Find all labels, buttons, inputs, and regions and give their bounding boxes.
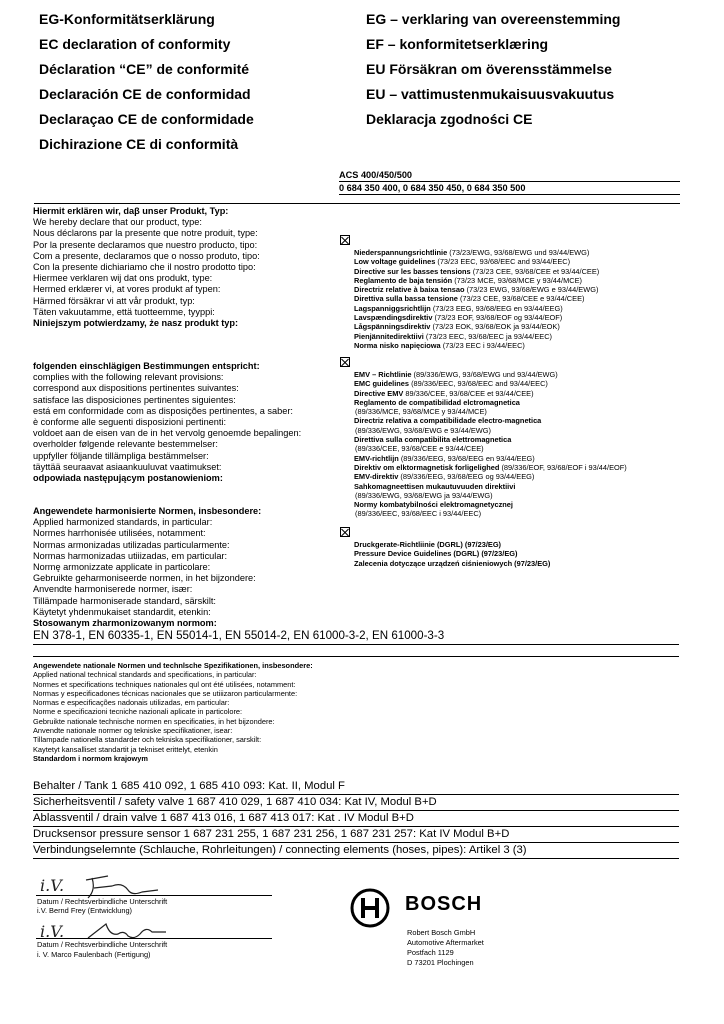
national-line: Normas y especificadones técnicas nacionales que se utiiizaron particularmente: <box>33 688 298 698</box>
emv-line <box>354 398 627 407</box>
lvd-line-title: Directriz relative à baixa tensao <box>354 285 465 295</box>
provision-line: è conforme alle seguenti disposizioni pertinenti: <box>33 417 227 428</box>
company-name: Robert Bosch GmbH <box>407 928 476 937</box>
signature-name: i. V. Marco Faulenbach (Fertigung) <box>37 950 151 959</box>
declaration-line: Hermed erklærer vi, at vores produkt af typen: <box>33 284 221 295</box>
title-sv: EU Försäkran om överensstämmelse <box>366 61 612 77</box>
lvd-line <box>354 322 599 331</box>
harmonized-line: Normas armonizadas utilizadas particularmente: <box>33 539 230 550</box>
emv-block <box>340 352 627 519</box>
emv-line <box>354 416 627 425</box>
national-item: Sicherheitsventil / safety valve 1 687 410 029, 1 687 410 034: Kat IV, Modul B+D <box>33 795 679 811</box>
lvd-line-refs: (73/23 CEE, 93/68/CEE et 93/44/CEE) <box>470 266 600 276</box>
emv-line-refs: (89/336/EEG, 93/68/EEG en 93/44/EEG) <box>398 453 535 463</box>
emv-line-refs: (89/336/EEC, 93/68/EEC and 93/44/EEC) <box>409 379 548 389</box>
lvd-line-title: Reglamento de baja tensión <box>354 275 453 285</box>
provision-line: satisface las disposiciones pertinentes siguientes: <box>33 394 236 405</box>
harmonized-text <box>33 506 261 629</box>
national-item: Ablassventil / drain valve 1 687 413 016, 1 687 413 017: Kat . IV Modul B+D <box>33 811 679 827</box>
national-line: Gebruikte nationale technische normen en specificaties, in het bijzondere: <box>33 716 275 726</box>
national-line: Normas e especificações nadonais utilizadas, em particular: <box>33 698 230 708</box>
lvd-line-refs: (73/23 EWG, 93/68/EWG e 93/44/EWG) <box>464 285 599 295</box>
lvd-line-title: Lagspanniggsrichtlijn <box>354 303 431 313</box>
declaration-line: We hereby declare that our product, type: <box>33 217 202 228</box>
title-fr: Déclaration “CE” de conformité <box>39 61 250 77</box>
emv-line <box>354 509 627 518</box>
lvd-line <box>354 257 599 266</box>
pressure-directive-line: Pressure Device Guidelines (DGRL) (97/23/EG) <box>354 549 518 559</box>
emv-line <box>354 454 627 463</box>
emv-line-refs: (89/336/EWG, 93/68/EWG und 93/44/EWG) <box>411 370 558 379</box>
harmonized-line: Stosowanym zharmonizowanym normom: <box>33 618 217 629</box>
pressure-directive-line: Zalecenia dotyczące urządzeń ciśnieniowych (97/23/EG) <box>354 558 551 568</box>
lvd-line-refs: (73/23 MCE, 93/68/MCE y 93/44/MCE) <box>452 275 582 285</box>
titles-right <box>366 7 620 132</box>
lvd-line-title: Lavspændingsdirektiv <box>354 313 433 323</box>
national-line: Tillampade nationella standarder och tekniska specifikationer, sarskilt: <box>33 735 262 745</box>
national-line: Anvendte nationale normer og tekniske specifikationer, isear: <box>33 726 233 736</box>
lvd-line-refs: (73/23 EEC, 93/68/EEC and 93/44/EEC) <box>435 257 571 267</box>
signature-initials: i.V. <box>40 876 65 895</box>
declaration-line: Hiermit erklären wir, daβ unser Produkt, Typ: <box>33 206 229 216</box>
provision-line: está em conformidade com as disposições pertinentes, a saber: <box>33 405 293 416</box>
declaration-line: Nous déclarons par la presente que notre produit, type: <box>33 228 258 239</box>
declaration-line: Com a presente, declaramos que o nosso produto, tipo: <box>33 250 260 261</box>
divider <box>34 203 680 204</box>
lvd-line <box>354 313 599 322</box>
divider <box>339 194 680 195</box>
checkbox-checked-icon <box>340 527 350 537</box>
harmonized-line: Käytetyt yhdenmukaiset standardit, etenkin: <box>33 606 211 617</box>
emv-line <box>354 482 627 491</box>
emv-line-title: Direktiv om elktormagnetisk forligelighed <box>354 462 500 472</box>
emv-line <box>354 491 627 500</box>
harmonized-line: Gebruikte geharmoniseerde normen, in het bijzondere: <box>33 573 256 584</box>
provision-line: complies with the following relevant provisions: <box>33 372 224 383</box>
title-es: Declaración CE de conformidad <box>39 86 251 102</box>
company-division: Automotive Aftermarket <box>407 938 484 947</box>
national-text <box>33 661 313 763</box>
emv-line-title: EMC guidelines <box>354 379 410 389</box>
lvd-line <box>354 341 599 350</box>
lvd-line-title: Pienjännitedirektiivi <box>354 331 424 341</box>
company-city: D 73201 Plochingen <box>407 958 474 967</box>
emv-line <box>354 500 627 509</box>
lvd-line <box>354 332 599 341</box>
lvd-line-refs: (73/23 EEG, 93/68/EEG en 93/44/EEG) <box>430 303 563 313</box>
emv-line <box>354 407 627 416</box>
national-line: Kaytetyt kansalliset standartit ja tekniset erittelyt, etenkin <box>33 744 218 754</box>
national-line: Norme e specificazioni tecniche nazionali aplicate in particolore: <box>33 707 243 717</box>
emv-line-title: Direttiva sulla compatibilita elettromagnetica <box>354 435 512 445</box>
harmonized-line: Applied harmonized standards, in particular: <box>33 517 213 528</box>
provision-line: odpowiada następującym postanowieniom: <box>33 473 223 484</box>
lvd-line <box>354 304 599 313</box>
company-pobox: Postfach 1129 <box>407 948 454 957</box>
harmonized-line: Angewendete harmonisierte Normen, insbesondere: <box>33 506 262 516</box>
title-de: EG-Konformitätserklärung <box>39 11 215 27</box>
signature-caption: Datum / Rechtsverbindliche Unterschrift <box>37 940 168 949</box>
product-numbers: 0 684 350 400, 0 684 350 450, 0 684 350 500 <box>339 183 526 193</box>
divider <box>33 656 679 657</box>
declaration-line: Niniejszym potwierdzamy, że nasz produkt typ: <box>33 318 239 329</box>
emv-line-refs: (89/336/CEE, 93/68/CEE e 93/44/CEE) <box>355 444 484 454</box>
harmonized-line: Normę armonizzate applicate in particolare: <box>33 562 211 573</box>
lvd-line-refs: (73/23 EEC, 93/68/EEC ja 93/44/EEC) <box>423 331 553 341</box>
lvd-line <box>354 267 599 276</box>
titles-left <box>39 7 254 157</box>
emv-line-title: EMV – Richtlinie <box>354 370 412 379</box>
harmonized-standards: EN 378-1, EN 60335-1, EN 55014-1, EN 55014-2, EN 61000-3-2, EN 61000-3-3 <box>33 629 445 642</box>
lvd-line-title: Low voltage guidelines <box>354 257 436 267</box>
bosch-armature-logo-icon <box>349 887 391 929</box>
declaration-text <box>33 206 260 329</box>
harmonized-line: Normes harrhonisée utilisées, notamment: <box>33 528 206 539</box>
lvd-line-refs: (73/23 EOK, 93/68/EOK ja 93/44/EOK) <box>430 322 560 332</box>
declaration-line: Por la presente declaramos que nuestro producto, tipo: <box>33 239 258 250</box>
lvd-line-title: Direttiva sulla bassa tensione <box>354 294 458 304</box>
emv-line-title: EMV-direktiv <box>354 472 399 482</box>
title-pt: Declaraçao CE de conformidade <box>39 111 254 127</box>
provision-line: uppfyller följande tillämpliga bestämmelser: <box>33 450 209 461</box>
lvd-line-refs: (73/23 EOF, 93/68/EOF og 93/44/EOF) <box>432 313 563 323</box>
emv-line-refs: (89/336/EEG, 93/68/EEG og 93/44/EEG) <box>398 472 535 482</box>
lvd-line-refs: (73/23 CEE, 93/68/CEE e 93/44/CEE) <box>457 294 585 304</box>
national-line: Angewendete nationale Normen und technlsche Spezifikationen, insbesondere: <box>33 661 313 670</box>
emv-line <box>354 379 627 388</box>
signature-line <box>36 938 272 939</box>
lvd-line <box>354 285 599 294</box>
divider <box>339 181 680 182</box>
emv-line <box>354 463 627 472</box>
divider <box>33 644 679 645</box>
emv-line <box>354 370 627 379</box>
lvd-line-refs: (73/23 EEC i 93/44/EEC) <box>440 340 525 350</box>
lvd-line-title: Norma nisko napięciowa <box>354 340 441 350</box>
emv-line <box>354 472 627 481</box>
provision-line: overholder følgende relevante bestemmelser: <box>33 439 218 450</box>
title-en: EC declaration of conformity <box>39 36 231 52</box>
title-pl: Deklaracja zgodności CE <box>366 111 533 127</box>
provision-line: correspond aux dispositions pertinentes suivantes: <box>33 383 239 394</box>
title-fi: EU – vattimustenmukaisuusvakuutus <box>366 86 615 102</box>
emv-line <box>354 389 627 398</box>
declaration-line: Täten vakuutamme, että tuotteemme, tyyppi: <box>33 306 215 317</box>
company-address <box>407 928 484 968</box>
title-it: Dichirazione CE di conformità <box>39 136 239 152</box>
emv-line-title: Reglamento de compatibilidad elctromagnetica <box>354 397 520 407</box>
provision-line: täyttää seuraavat asiaankuuluvat vaatimukset: <box>33 461 222 472</box>
signature-line <box>36 895 272 896</box>
emv-line-refs: (89/336/EOF, 93/68/EOF i 93/44/EOF) <box>499 462 627 472</box>
signature-initials: i.V. <box>40 922 65 941</box>
product-model: ACS 400/450/500 <box>339 170 413 180</box>
emv-line-title: Sahkomagneettisen mukautuvuuden direktiivi <box>354 481 516 491</box>
pressure-directive-line: Druckgerate-Richtliinie (DGRL) (97/23/EG) <box>354 540 502 549</box>
harmonized-line: Normas harmonizadas utiiizadas, em particular: <box>33 550 228 561</box>
provision-line: folgenden einschlägigen Bestimmungen entspricht: <box>33 361 260 371</box>
emv-line-title: Directive EMV <box>354 388 404 398</box>
national-item: Drucksensor pressure sensor 1 687 231 255, 1 687 231 256, 1 687 231 257: Kat IV Modul B+D <box>33 827 679 843</box>
national-item: Behalter / Tank 1 685 410 092, 1 685 410 093: Kat. II, Modul F <box>33 779 679 795</box>
signature-caption: Datum / Rechtsverbindliche Unterschrift <box>37 897 168 906</box>
harmonized-line: Anvendte harmoniserede normer, især: <box>33 584 193 595</box>
national-items <box>33 779 679 859</box>
lvd-line-title: Niederspannungsrichtlinie <box>354 248 448 257</box>
checkbox-checked-icon <box>340 357 350 367</box>
declaration-line: Härmed försäkrar vi att vår produkt, typ: <box>33 295 195 306</box>
emv-line-refs: (89/336/EWG, 93/68/EWG ja 93/44/EWG) <box>355 490 493 500</box>
lvd-block <box>340 230 599 350</box>
national-line: Applied national technical standards and specifications, in particular: <box>33 670 257 680</box>
national-line: Normes et specifications techniques nationales qul ont été utilisées, notamment: <box>33 679 296 689</box>
checkbox-checked-icon <box>340 235 350 245</box>
lvd-line-title: Directive sur les basses tensions <box>354 266 471 276</box>
declaration-line: Hiermee verklaren wij dat ons produkt, type: <box>33 273 213 284</box>
emv-line-title: EMV-richtlijn <box>354 453 399 463</box>
emv-line-title: Directriz relativa a compatibilidade electro-magnetica <box>354 416 542 426</box>
emv-line <box>354 444 627 453</box>
lvd-line <box>354 248 599 257</box>
signature-name: i.V. Bernd Frey (Entwicklung) <box>37 906 133 915</box>
provision-line: voldoet aan de eisen van de in het vervolg genoemde bepalingen: <box>33 428 302 439</box>
emv-line-refs: 89/336/CEE, 93/68/CEE et 93/44/CEE) <box>403 388 534 398</box>
declaration-line: Con la presente dichiariamo che il nostro prodotto tipo: <box>33 262 256 273</box>
provisions-text <box>33 361 301 484</box>
lvd-line <box>354 294 599 303</box>
bosch-logo-text: BOSCH <box>405 893 483 915</box>
emv-line-refs: (89/336/EEC, 93/68/EEC i 93/44/EEC) <box>355 509 482 519</box>
harmonized-line: Tillämpade harmoniserade standard, särskilt: <box>33 595 216 606</box>
national-line: Standardom i normom krajowym <box>33 753 148 763</box>
emv-line <box>354 426 627 435</box>
lvd-line <box>354 276 599 285</box>
emv-line-title: Normy kombatybilności elektromagnetycznej <box>354 500 513 510</box>
title-nl: EG – verklaring van overeenstemming <box>366 11 621 27</box>
pressure-block <box>340 522 550 568</box>
national-item: Verbindungselemnte (Schlauche, Rohrleitungen) / connecting elements (hoses, pipes): Artikel 3 (3) <box>33 843 679 859</box>
title-da: EF – konformitetserklæring <box>366 36 549 52</box>
emv-line-refs: (89/336/EWG, 93/68/EWG e 93/44/EWG) <box>355 425 491 435</box>
emv-line <box>354 435 627 444</box>
lvd-line-title: Lågspänningsdirektiv <box>354 322 431 332</box>
lvd-line-refs: (73/23/EWG, 93/68/EWG und 93/44/EWG) <box>447 248 590 257</box>
emv-line-refs: (89/336/MCE, 93/68/MCE y 93/44/MCE) <box>355 407 487 417</box>
